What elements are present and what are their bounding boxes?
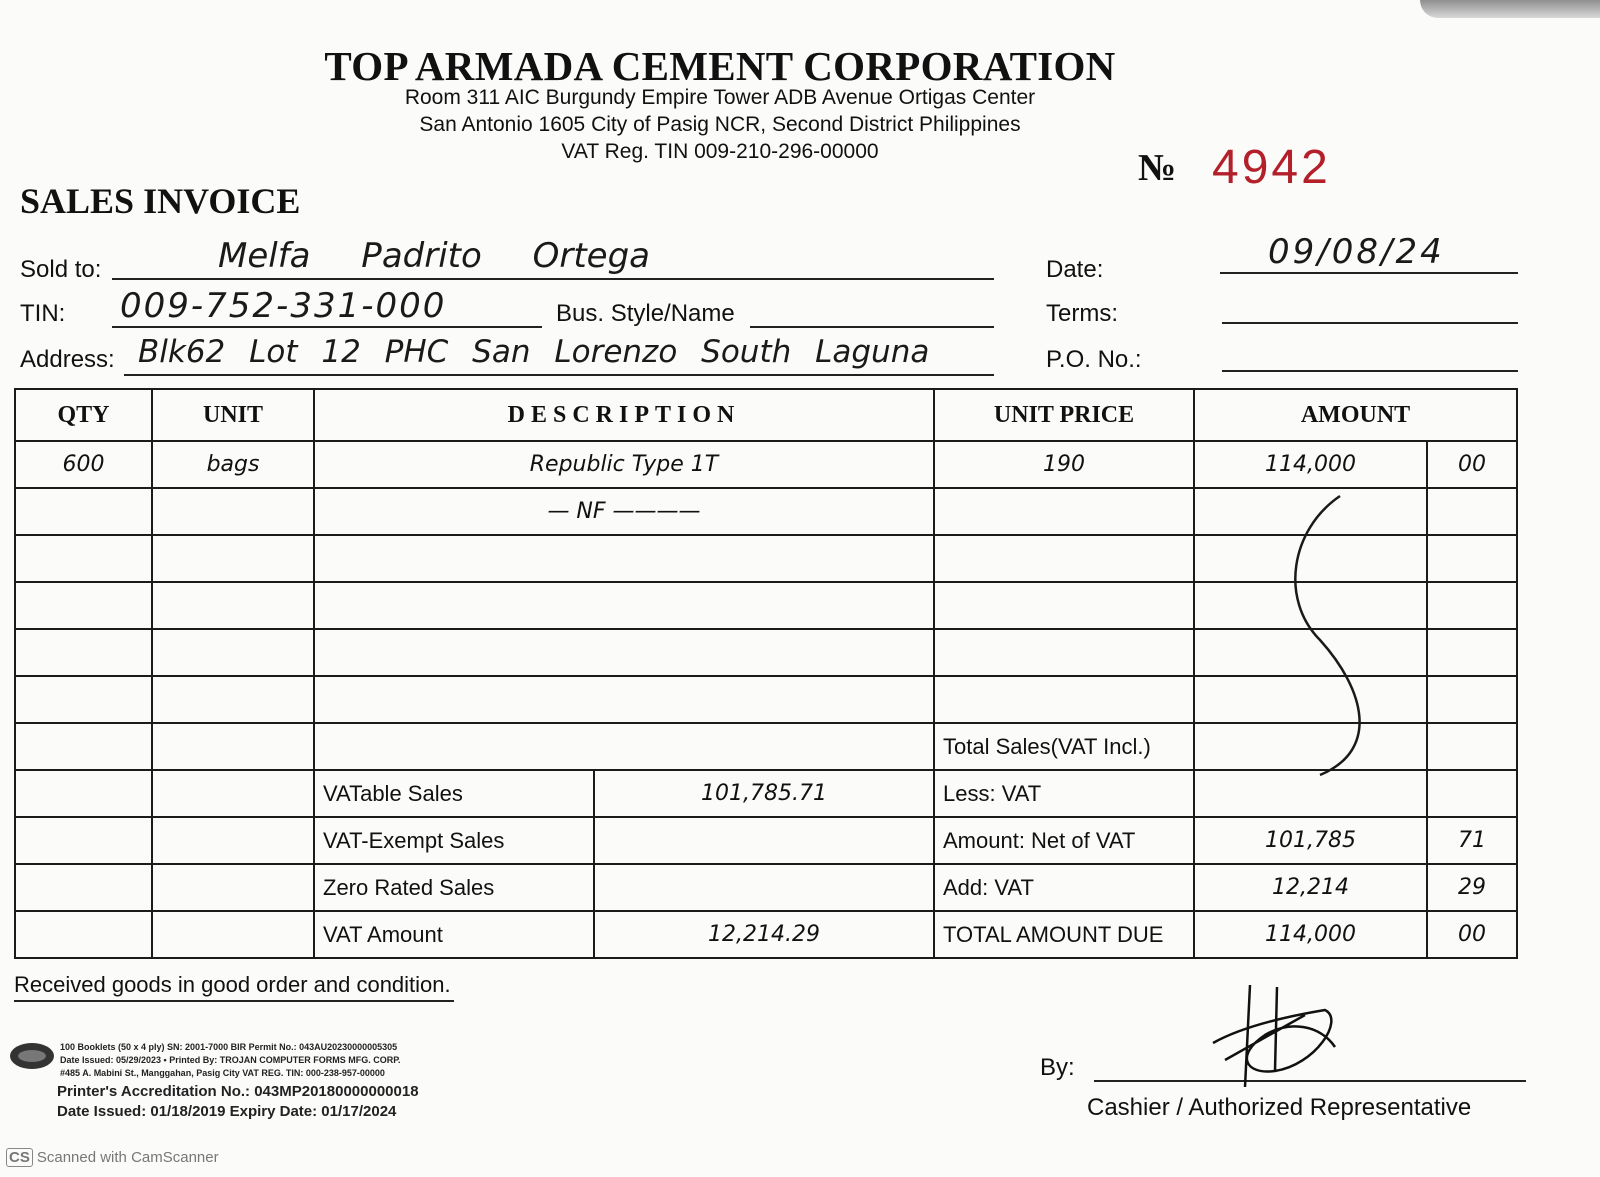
row2-description: — NF ———— [314,488,934,535]
terms-label: Terms: [1046,300,1118,327]
header-amount: AMOUNT [1194,389,1517,441]
net-of-vat-cents: 71 [1427,817,1517,864]
company-address-line2: San Antonio 1605 City of Pasig NCR, Second District Philippines [419,113,1021,136]
address-label: Address: [20,346,115,373]
bus-style-label: Bus. Style/Name [556,300,735,327]
po-line [1222,370,1518,372]
ditto-brace-mark [1290,490,1400,780]
vat-amount-value: 12,214.29 [594,911,934,958]
row1-amount: 114,000 [1194,441,1427,488]
address-value: Blk62 Lot 12 PHC San Lorenzo South Laguna [138,334,930,370]
header-unit-price: UNIT PRICE [934,389,1194,441]
received-underline [14,1000,454,1002]
vatable-sales-label: VATable Sales [314,770,594,817]
address-line [124,374,994,376]
vatable-sales-value: 101,785.71 [594,770,934,817]
tin-value: 009-752-331-000 [120,286,447,326]
sold-to-value: Melfa Padrito Ortega [218,236,651,276]
total-due-value: 114,000 [1194,911,1427,958]
header-description: DESCRIPTION [314,389,934,441]
date-issued-expiry: Date Issued: 01/18/2019 Expiry Date: 01/17/2024 [57,1103,397,1120]
tin-label: TIN: [20,300,66,327]
total-sales-label: Total Sales(VAT Incl.) [934,723,1194,770]
zero-rated-label: Zero Rated Sales [314,864,594,911]
company-vat-reg: VAT Reg. TIN 009-210-296-00000 [561,140,879,163]
company-address-line1: Room 311 AIC Burgundy Empire Tower ADB Avenue Ortigas Center [404,86,1036,109]
invoice-number-label: № [1138,147,1177,189]
received-note: Received goods in good order and condition. [14,972,451,997]
printer-info-line1: 100 Booklets (50 x 4 ply) SN: 2001-7000 BIR Permit No.: 043AU20230000005305 [60,1042,398,1052]
row1-description: Republic Type 1T [314,441,934,488]
printer-logo-icon [8,1040,56,1072]
total-due-cents: 00 [1427,911,1517,958]
terms-line [1222,322,1518,324]
row1-unit-price: 190 [934,441,1194,488]
total-due-label: TOTAL AMOUNT DUE [934,911,1194,958]
summary-row [15,911,1517,958]
camscanner-badge: CS [6,1148,33,1167]
table-row [15,441,1517,488]
cashier-label: Cashier / Authorized Representative [1087,1094,1472,1121]
row1-cents: 00 [1427,441,1517,488]
po-label: P.O. No.: [1046,346,1142,373]
add-vat-label: Add: VAT [934,864,1194,911]
document-title: SALES INVOICE [20,181,301,221]
invoice-number: 4942 [1212,141,1331,194]
add-vat-value: 12,214 [1194,864,1427,911]
camscanner-text: Scanned with CamScanner [36,1149,219,1166]
camscanner-watermark [6,1148,219,1167]
table-header-row [15,389,1517,441]
net-of-vat-label: Amount: Net of VAT [934,817,1194,864]
printer-info-line2: Date Issued: 05/29/2023 • Printed By: TROJAN COMPUTER FORMS MFG. CORP. [60,1055,401,1065]
bus-style-line [750,326,994,328]
row1-qty: 600 [15,441,152,488]
less-vat-label: Less: VAT [934,770,1194,817]
header-unit: UNIT [152,389,314,441]
by-label: By: [1040,1054,1075,1081]
summary-row [15,864,1517,911]
tin-line [112,326,542,328]
printer-info-line3: #485 A. Mabini St., Manggahan, Pasig City VAT REG. TIN: 000-238-957-00000 [60,1068,385,1078]
net-of-vat-value: 101,785 [1194,817,1427,864]
page-shadow [1420,0,1600,18]
add-vat-cents: 29 [1427,864,1517,911]
printer-accreditation: Printer's Accreditation No.: 043MP20180000000018 [57,1083,419,1100]
sold-to-line [112,278,994,280]
row1-unit: bags [152,441,314,488]
vat-amount-label: VAT Amount [314,911,594,958]
date-line [1220,272,1518,274]
date-value: 09/08/24 [1268,232,1445,272]
sold-to-label: Sold to: [20,256,102,283]
vat-exempt-label: VAT-Exempt Sales [314,817,594,864]
header-qty: QTY [15,389,152,441]
summary-row [15,817,1517,864]
company-name: TOP ARMADA CEMENT CORPORATION [324,43,1116,89]
date-label: Date: [1046,256,1104,283]
signature-mark [1205,975,1345,1095]
